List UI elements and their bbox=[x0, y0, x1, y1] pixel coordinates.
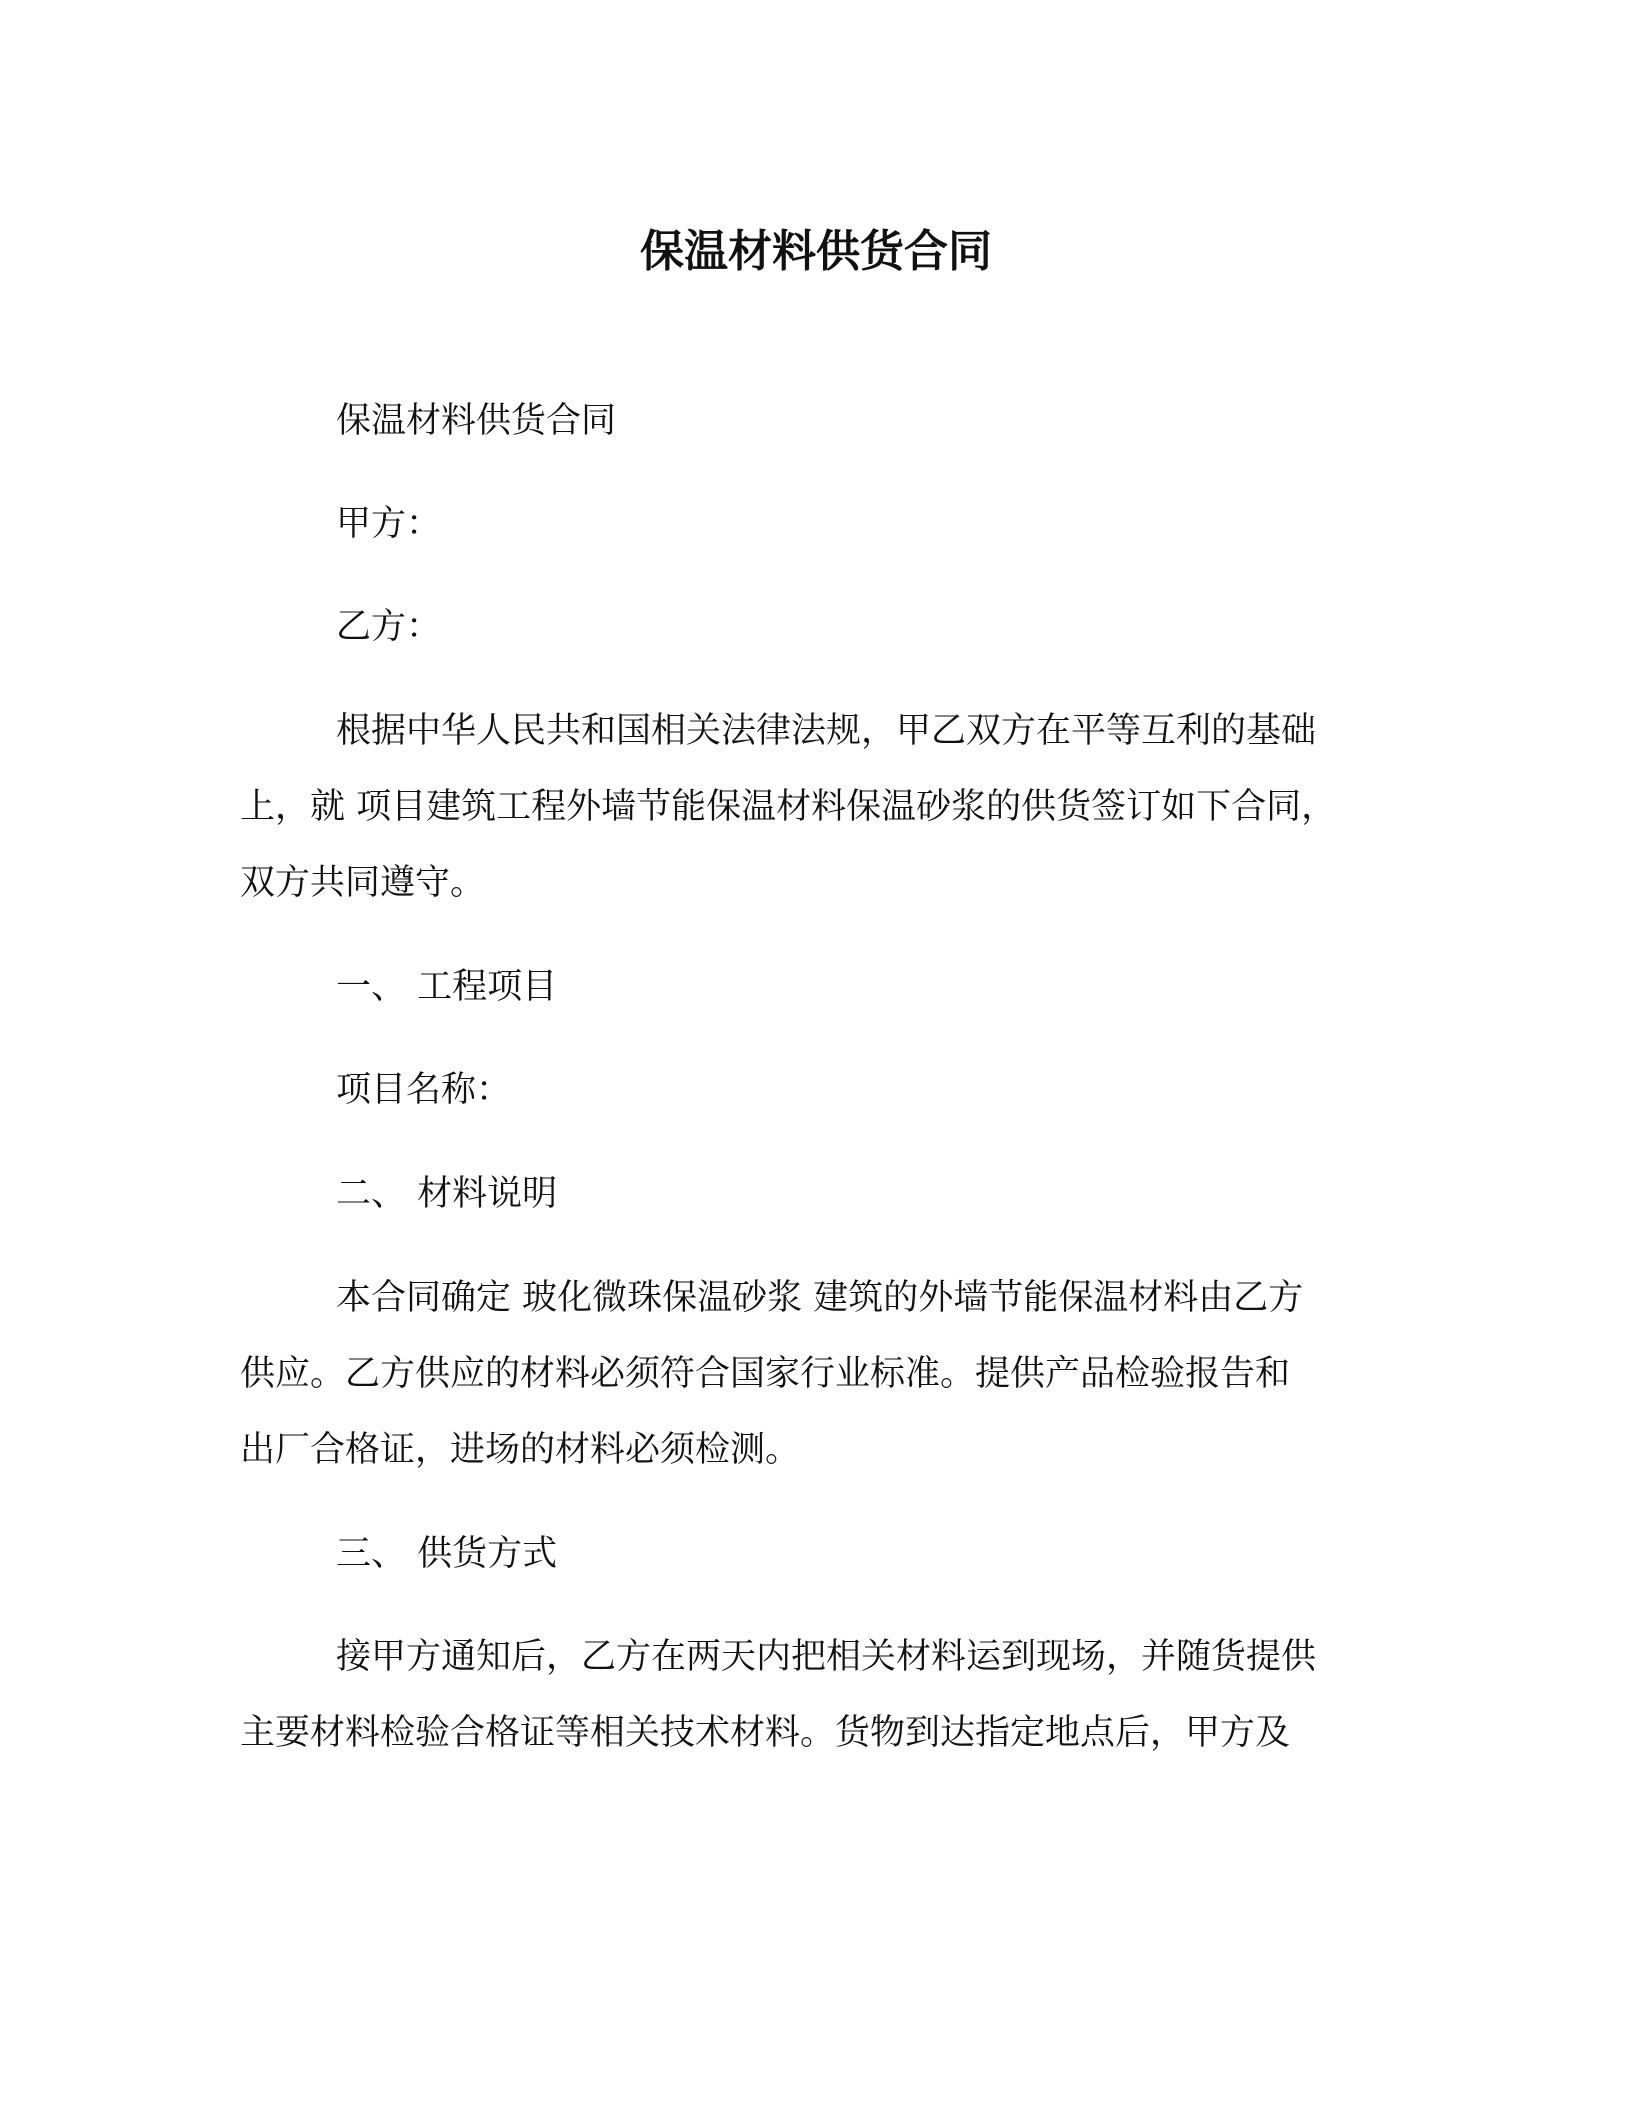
section-2-line-3: 出厂合格证，进场的材料必须检测。 bbox=[240, 1430, 801, 1470]
document-title: 保温材料供货合同 bbox=[640, 226, 992, 277]
section-1-heading: 一、 工程项目 bbox=[336, 967, 558, 1007]
project-name-label: 项目名称： bbox=[336, 1070, 512, 1110]
intro-line-2: 上，就 项目建筑工程外墙节能保温材料保温砂浆的供货签订如下合同， bbox=[240, 787, 1337, 827]
section-3-heading: 三、 供货方式 bbox=[336, 1534, 558, 1574]
section-2-heading: 二、 材料说明 bbox=[336, 1174, 558, 1214]
section-3-line-1: 接甲方通知后，乙方在两天内把相关材料运到现场，并随货提供 bbox=[336, 1637, 1317, 1677]
intro-line-1: 根据中华人民共和国相关法律法规，甲乙双方在平等互利的基础 bbox=[336, 711, 1317, 751]
section-3-line-2: 主要材料检验合格证等相关技术材料。货物到达指定地点后，甲方及 bbox=[240, 1713, 1291, 1753]
intro-line-3: 双方共同遵守。 bbox=[240, 863, 486, 903]
contract-subtitle: 保温材料供货合同 bbox=[336, 401, 617, 441]
party-a-label: 甲方： bbox=[336, 504, 442, 544]
section-2-line-2: 供应。乙方供应的材料必须符合国家行业标准。提供产品检验报告和 bbox=[240, 1354, 1291, 1394]
party-b-label: 乙方： bbox=[336, 607, 442, 647]
section-2-line-1: 本合同确定 玻化微珠保温砂浆 建筑的外墙节能保温材料由乙方 bbox=[336, 1278, 1304, 1318]
